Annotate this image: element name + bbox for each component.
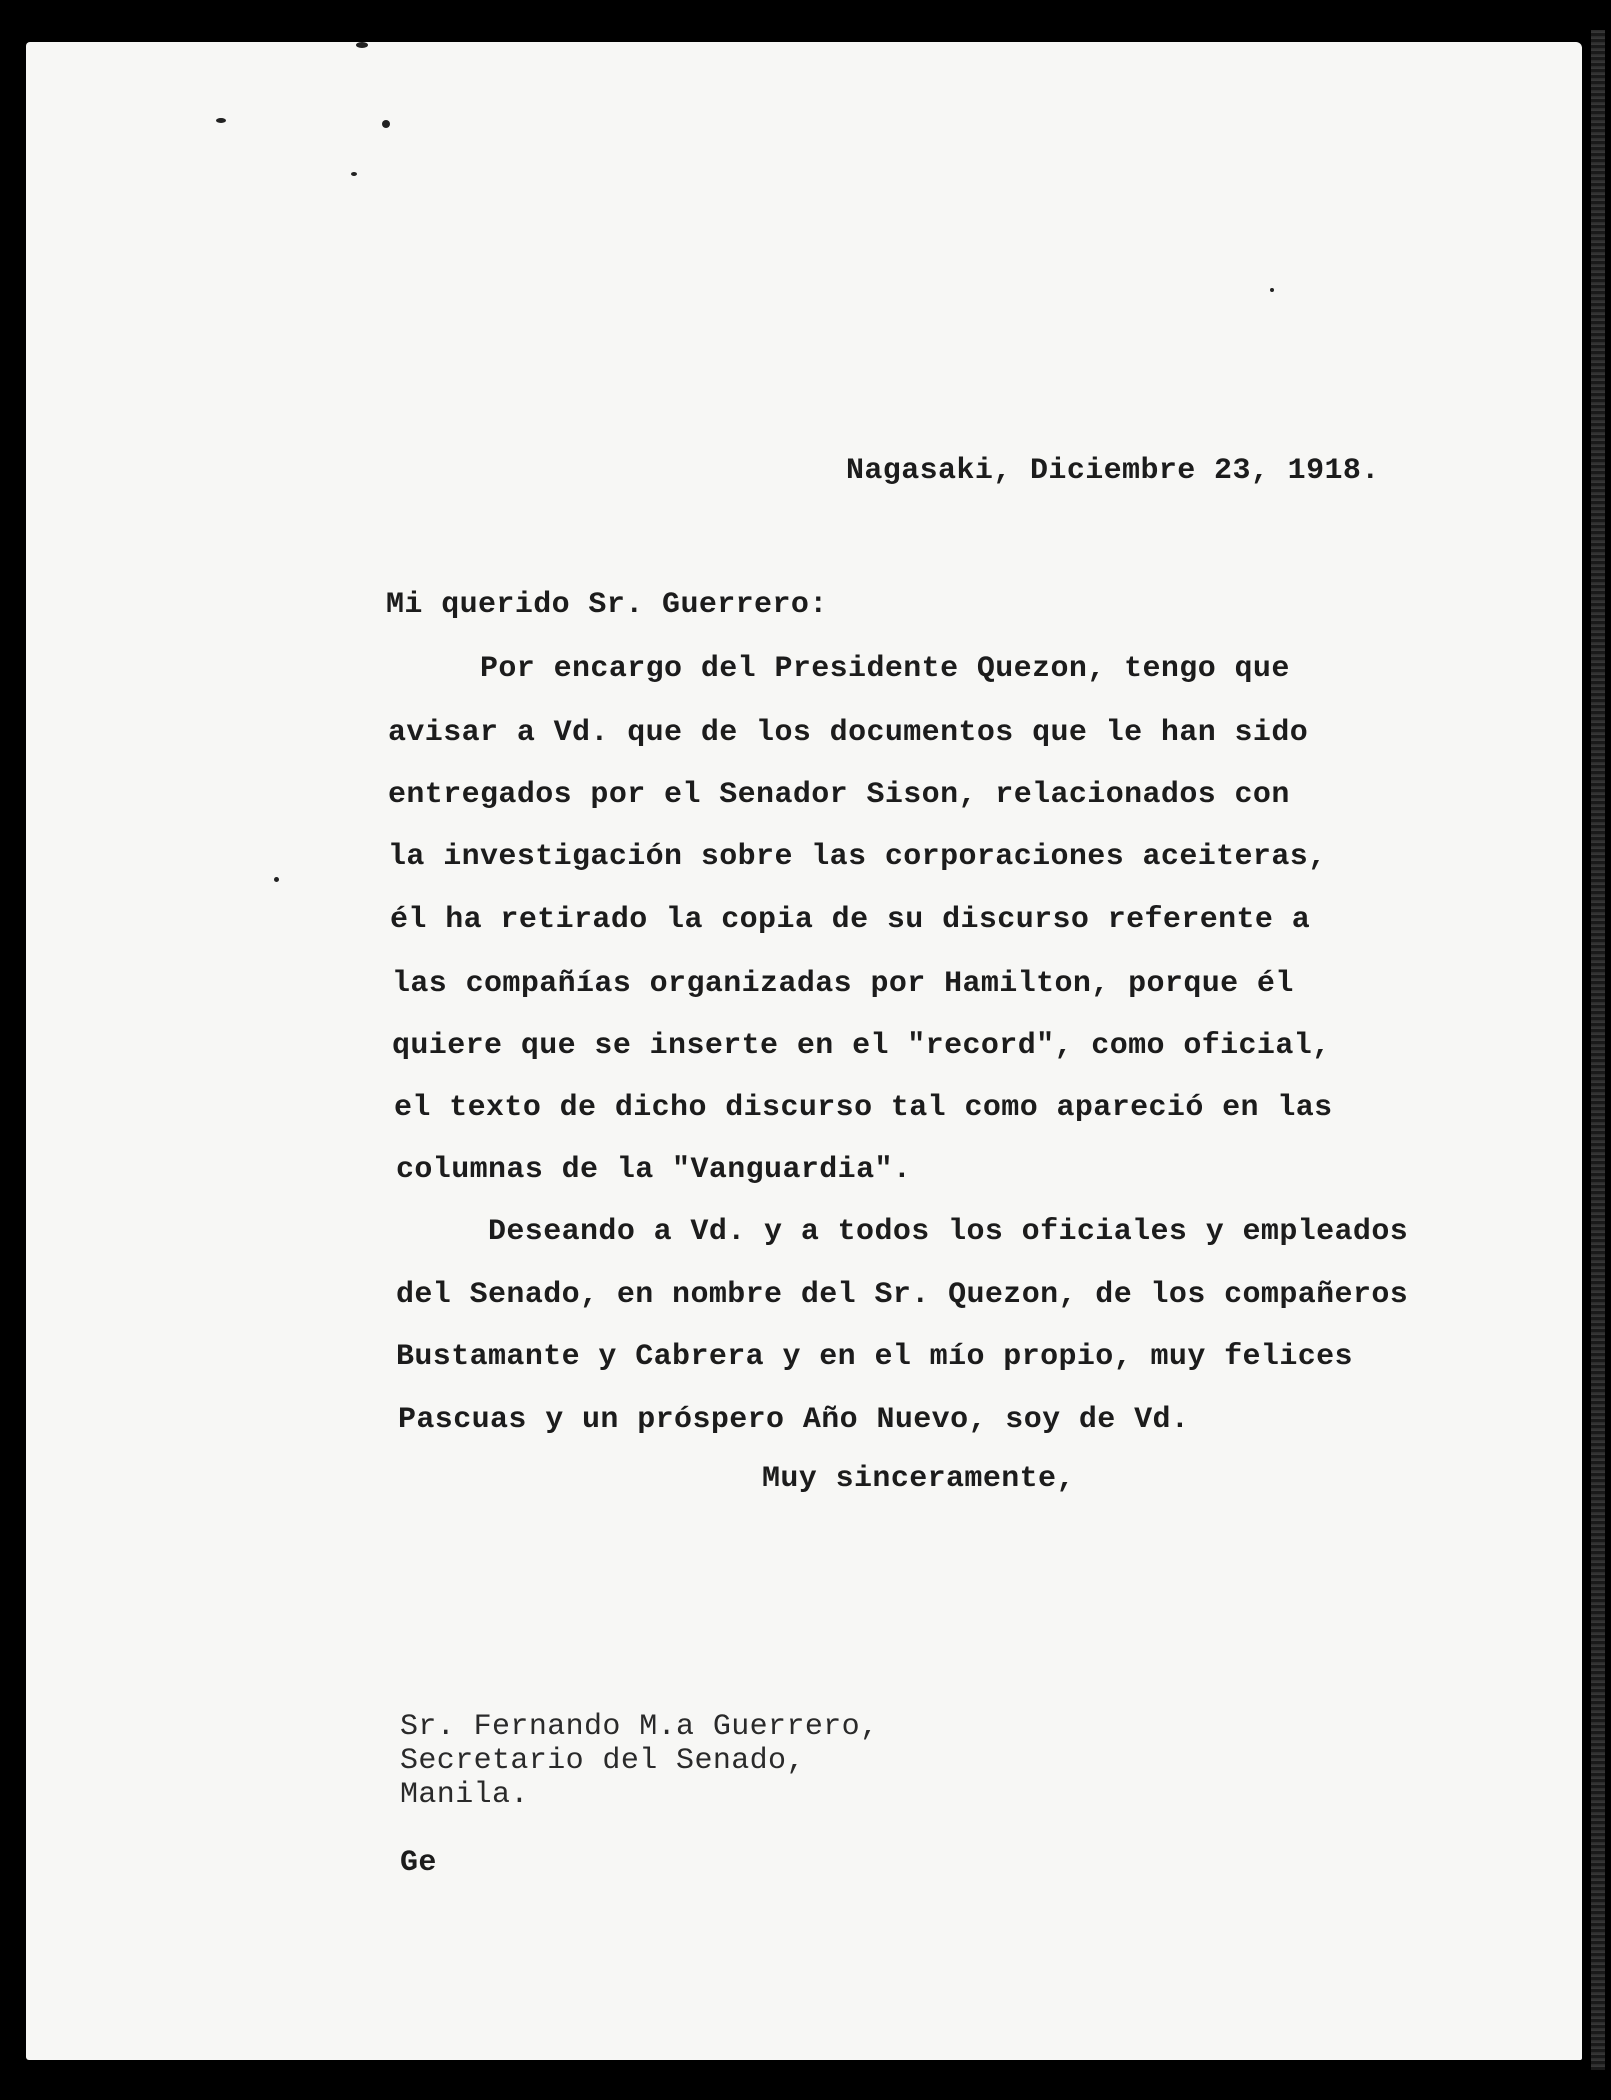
paragraph-2-line: Deseando a Vd. y a todos los oficiales y empleados xyxy=(488,1215,1409,1249)
paragraph-2-line: Pascuas y un próspero Año Nuevo, soy de Vd. xyxy=(398,1403,1190,1437)
typist-initials: Ge xyxy=(400,1846,437,1880)
paragraph-2-line: del Senado, en nombre del Sr. Quezon, de los compañeros xyxy=(396,1278,1409,1312)
paragraph-1-line: el texto de dicho discurso tal como apareció en las xyxy=(394,1091,1333,1125)
place-date-line: Nagasaki, Diciembre 23, 1918. xyxy=(846,454,1380,488)
paragraph-2-line: Bustamante y Cabrera y en el mío propio, muy felices xyxy=(396,1340,1353,1374)
addressee-line: Manila. xyxy=(400,1778,529,1812)
salutation: Mi querido Sr. Guerrero: xyxy=(386,588,828,622)
paragraph-1-line: él ha retirado la copia de su discurso referente a xyxy=(390,903,1311,937)
paragraph-1-line: quiere que se inserte en el "record", como oficial, xyxy=(392,1029,1331,1063)
ink-speck xyxy=(1270,288,1274,292)
addressee-line: Sr. Fernando M.a Guerrero, xyxy=(400,1710,879,1744)
addressee-line: Secretario del Senado, xyxy=(400,1744,805,1778)
ink-speck xyxy=(216,118,226,123)
paragraph-1-line: avisar a Vd. que de los documentos que le han sido xyxy=(388,716,1309,750)
letter-sheet xyxy=(26,42,1582,2060)
paragraph-1-line: las compañías organizadas por Hamilton, porque él xyxy=(392,967,1294,1001)
page-stack-edge xyxy=(1591,30,1605,2070)
ink-speck xyxy=(356,42,368,48)
paragraph-1-line: entregados por el Senador Sison, relacionados con xyxy=(388,778,1290,812)
paragraph-1-line: columnas de la "Vanguardia". xyxy=(396,1153,912,1187)
ink-speck xyxy=(351,172,357,176)
paragraph-1-line: la investigación sobre las corporaciones aceiteras, xyxy=(388,840,1327,874)
ink-speck xyxy=(382,120,390,128)
closing: Muy sinceramente, xyxy=(762,1462,1075,1496)
ink-speck xyxy=(274,877,279,882)
paragraph-1-line: Por encargo del Presidente Quezon, tengo que xyxy=(480,652,1290,686)
